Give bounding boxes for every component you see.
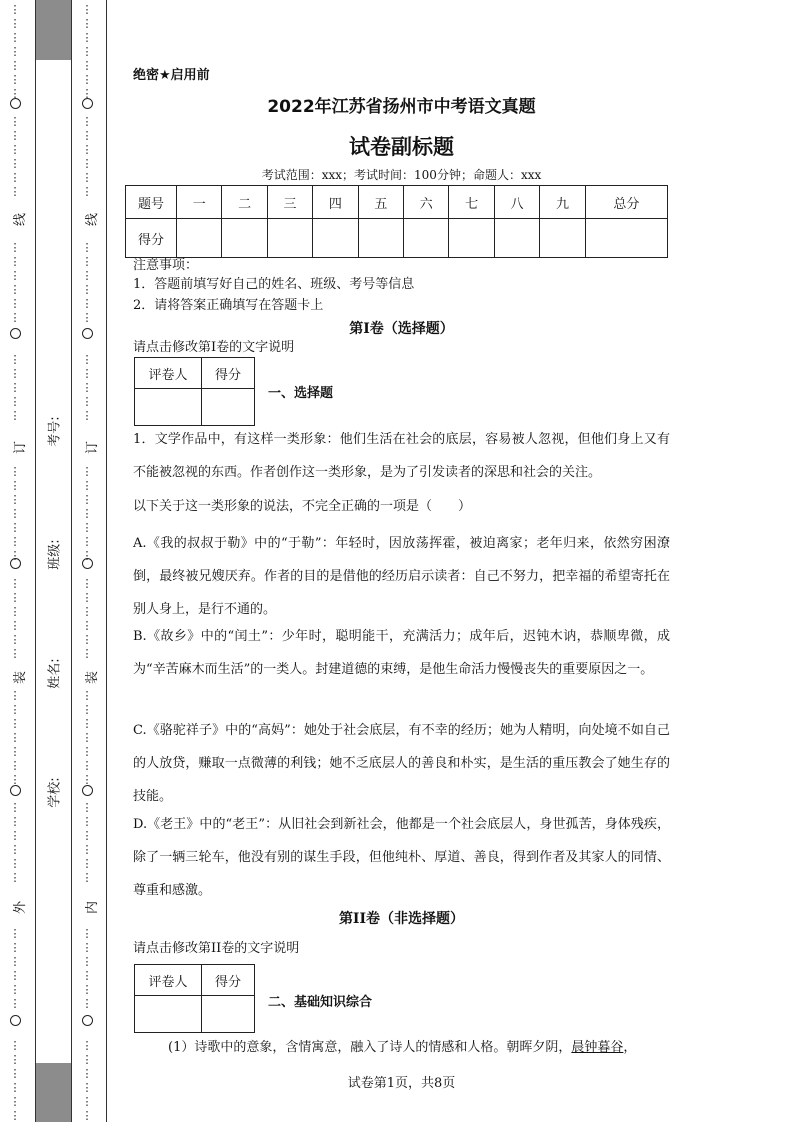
binding-dot: ⋮	[81, 115, 93, 128]
binding-dot: ⋮	[9, 59, 21, 72]
score-cell[interactable]	[177, 219, 222, 258]
binding-line	[106, 0, 107, 1122]
notes-heading: 注意事项：	[133, 258, 199, 273]
binding-dot: ⋮	[9, 521, 21, 534]
binding-dot: ⋮	[81, 1095, 93, 1108]
binding-dot: ⋮	[9, 311, 21, 324]
score-head-cell: 一	[177, 186, 222, 219]
binding-dot: ⋮	[81, 171, 93, 184]
binding-dot: ⋮	[9, 941, 21, 954]
binding-dot: ⋮	[81, 269, 93, 282]
binding-dot: ⋮	[81, 759, 93, 772]
binding-line	[35, 0, 36, 1122]
binding-dot: ⋮	[9, 129, 21, 142]
binding-dot: ⋮	[9, 479, 21, 492]
score-cell[interactable]	[449, 219, 494, 258]
binding-dot: ⋮	[81, 843, 93, 856]
part2-grader-table	[134, 964, 255, 1033]
option-d[interactable]: D.《老王》中的“老王”：从旧社会到新社会，他都是一个社会底层人，身世孤苦，身体残疾，除了一辆三轮车，他没有别的谋生手段，但他纯朴、厚道、善良，得到作者及其家人的同情、尊重和感激。	[133, 817, 670, 898]
page-subtitle: 试卷副标题	[349, 135, 454, 159]
binding-dot: ⋮	[81, 535, 93, 548]
binding-dot: ⋮	[81, 717, 93, 730]
binding-dot: ⋮	[81, 17, 93, 30]
score-head-cell: 二	[222, 186, 267, 219]
binding-dot: ⋮	[9, 619, 21, 632]
binding-dot: ⋮	[9, 577, 21, 590]
binding-dot: ⋮	[9, 633, 21, 646]
binding-ring	[10, 328, 21, 339]
q1-text-start: (1）诗歌中的意象，含情寓意，融入了诗人的情感和人格。朝晖夕阴，	[168, 1040, 572, 1055]
binding-dot: ⋮	[9, 549, 21, 562]
binding-ring	[82, 785, 93, 796]
binding-dot: ⋮	[81, 157, 93, 170]
binding-dot: ⋮	[81, 479, 93, 492]
binding-dot: ⋮	[9, 815, 21, 828]
part2-title: 第II卷（非选择题）	[338, 911, 465, 927]
page-footer: 试卷第1页，共8页	[347, 1076, 456, 1091]
binding-ring	[82, 98, 93, 109]
binding-dot: ⋮	[9, 353, 21, 366]
exam-info: 考试范围：xxx；考试时间：100分钟；命题人：xxx	[261, 168, 542, 182]
q1-underlined: 晨钟暮谷	[571, 1040, 624, 1055]
binding-dot: ⋮	[81, 549, 93, 562]
binding-dot: ⋮	[9, 409, 21, 422]
binding-dot: ⋮	[81, 969, 93, 982]
score-head-cell: 八	[494, 186, 539, 219]
binding-dot: ⋮	[81, 745, 93, 758]
section-choice-title: 一、选择题	[268, 386, 334, 401]
binding-dot: ⋮	[9, 1109, 21, 1122]
binding-dot: ⋮	[81, 465, 93, 478]
binding-dot: ⋮	[81, 619, 93, 632]
binding-dot: ⋮	[81, 409, 93, 422]
binding-dot: ⋮	[81, 703, 93, 716]
notes-item: 1．答题前填写好自己的姓名、班级、考号等信息	[133, 277, 415, 292]
binding-dot: ⋮	[81, 633, 93, 646]
score-head-cell: 题号	[126, 186, 177, 219]
outer-mark-ding: 订	[13, 440, 29, 455]
binding-dot: ⋮	[9, 31, 21, 44]
score-cell[interactable]	[540, 219, 585, 258]
score-cell[interactable]	[404, 219, 449, 258]
grader-score-label: 得分	[202, 358, 255, 389]
part1-desc[interactable]: 请点击修改第I卷的文字说明	[133, 340, 295, 355]
binding-dot: ⋮	[81, 941, 93, 954]
binding-dot: ⋮	[81, 731, 93, 744]
page-title: 2022年江苏省扬州市中考语文真题	[267, 97, 536, 117]
score-cell[interactable]	[267, 219, 312, 258]
binding-dot: ⋮	[81, 1053, 93, 1066]
binding-dot: ⋮	[81, 829, 93, 842]
binding-dot: ⋮	[9, 297, 21, 310]
binding-dot: ⋮	[9, 689, 21, 702]
section-basic-title: 二、基础知识综合	[268, 995, 373, 1010]
binding-dot: ⋮	[81, 255, 93, 268]
binding-dot: ⋮	[9, 745, 21, 758]
binding-dot: ⋮	[81, 1109, 93, 1122]
binding-dot: ⋮	[9, 17, 21, 30]
binding-dot: ⋮	[9, 185, 21, 198]
binding-dot: ⋮	[9, 773, 21, 786]
binding-dot: ⋮	[81, 3, 93, 16]
binding-dot: ⋮	[9, 1095, 21, 1108]
score-head-cell: 七	[449, 186, 494, 219]
score-cell[interactable]	[494, 219, 539, 258]
binding-dot: ⋮	[9, 143, 21, 156]
binding-dot: ⋮	[81, 241, 93, 254]
binding-dot: ⋮	[81, 927, 93, 940]
binding-dot: ⋮	[9, 535, 21, 548]
binding-dot: ⋮	[81, 955, 93, 968]
binding-dot: ⋮	[9, 843, 21, 856]
part2-desc[interactable]: 请点击修改第II卷的文字说明	[133, 941, 300, 956]
binding-dot: ⋮	[81, 857, 93, 870]
binding-dot: ⋮	[81, 983, 93, 996]
binding-dot: ⋮	[9, 997, 21, 1010]
binding-ring	[10, 1015, 21, 1026]
score-head-cell: 三	[267, 186, 312, 219]
binding-dot: ⋮	[9, 241, 21, 254]
binding-dot: ⋮	[9, 381, 21, 394]
score-table	[125, 185, 668, 258]
binding-dot: ⋮	[81, 493, 93, 506]
binding-dot: ⋮	[81, 871, 93, 884]
score-row-label: 得分	[126, 219, 177, 258]
binding-dot: ⋮	[9, 87, 21, 100]
part1-grader-table	[134, 357, 255, 426]
binding-dot: ⋮	[9, 969, 21, 982]
binding-ring	[82, 1015, 93, 1026]
binding-dot: ⋮	[9, 283, 21, 296]
binding-dot: ⋮	[81, 1067, 93, 1080]
option-c[interactable]: C.《骆驼祥子》中的“高妈”：她处于社会底层，有不幸的经历；她为人精明，向处境不如自己的人放贷，赚取一点微薄的利钱；她不乏底层人的善良和朴实，是生活的重压教会了她生存的技能。	[133, 723, 670, 804]
binding-dot: ⋮	[9, 759, 21, 772]
notes-item: 2．请将答案正确填写在答题卡上	[133, 298, 324, 313]
outer-mark-wai: 外	[13, 900, 29, 915]
binding-dot: ⋮	[81, 997, 93, 1010]
binding-dot: ⋮	[9, 395, 21, 408]
secret-label: 绝密★启用前	[133, 68, 210, 83]
score-cell[interactable]	[313, 219, 358, 258]
score-head-cell: 四	[313, 186, 358, 219]
binding-dot: ⋮	[81, 605, 93, 618]
inner-mark-xian: 线	[85, 212, 101, 227]
binding-dot: ⋮	[81, 689, 93, 702]
question-1-stem: 1．文学作品中，有这样一类形象：他们生活在社会的底层，容易被人忽视，但他们身上又有不能被忽视的东西。作者创作这一类形象，是为了引发读者的深思和社会的关注。	[133, 432, 670, 480]
binding-dot: ⋮	[81, 73, 93, 86]
binding-dot: ⋮	[9, 45, 21, 58]
binding-dot: ⋮	[9, 1067, 21, 1080]
part1-title: 第I卷（选择题）	[349, 321, 454, 337]
binding-dot: ⋮	[81, 129, 93, 142]
binding-dot: ⋮	[81, 395, 93, 408]
binding-dot: ⋮	[81, 507, 93, 520]
outer-mark-zhuang: 装	[13, 670, 29, 685]
binding-dot: ⋮	[81, 801, 93, 814]
binding-line	[71, 0, 72, 1122]
outer-mark-xian: 线	[13, 212, 29, 227]
binding-dot: ⋮	[9, 507, 21, 520]
grader-cell[interactable]	[135, 389, 202, 426]
binding-dot: ⋮	[9, 367, 21, 380]
binding-dot: ⋮	[81, 591, 93, 604]
score-cell[interactable]	[358, 219, 403, 258]
binding-dot: ⋮	[81, 353, 93, 366]
binding-dot: ⋮	[81, 31, 93, 44]
binding-dot: ⋮	[9, 703, 21, 716]
score-cell[interactable]	[585, 219, 667, 258]
binding-dot: ⋮	[9, 1081, 21, 1094]
binding-ring	[10, 98, 21, 109]
binding-dot: ⋮	[9, 731, 21, 744]
binding-dot: ⋮	[81, 45, 93, 58]
binding-dot: ⋮	[81, 283, 93, 296]
grader-cell[interactable]	[135, 996, 202, 1033]
binding-dot: ⋮	[9, 1053, 21, 1066]
binding-dot: ⋮	[9, 255, 21, 268]
grader-label: 评卷人	[135, 965, 202, 996]
grader-label: 评卷人	[135, 358, 202, 389]
binding-dot: ⋮	[81, 59, 93, 72]
binding-dot: ⋮	[81, 185, 93, 198]
binding-ring	[10, 785, 21, 796]
score-cell[interactable]	[222, 219, 267, 258]
binding-dot: ⋮	[9, 829, 21, 842]
field-school[interactable]: 学校:	[47, 777, 63, 808]
binding-dot: ⋮	[9, 871, 21, 884]
binding-dot: ⋮	[81, 577, 93, 590]
question-1-ask: 以下关于这一类形象的说法，不完全正确的一项是（ ）	[133, 499, 472, 514]
score-head-cell: 九	[540, 186, 585, 219]
field-exam-number[interactable]: 考号:	[47, 416, 63, 447]
grader-cell[interactable]	[202, 389, 255, 426]
inner-mark-ding: 订	[85, 440, 101, 455]
binding-dot: ⋮	[9, 647, 21, 660]
binding-dot: ⋮	[81, 311, 93, 324]
binding-dot: ⋮	[81, 1039, 93, 1052]
binding-dot: ⋮	[9, 3, 21, 16]
binding-dot: ⋮	[9, 171, 21, 184]
option-a[interactable]: A.《我的叔叔于勒》中的“于勒”：年轻时，因放荡挥霍，被迫离家；老年归来，依然穷困潦倒，最终被兄嫂厌弃。作者的目的是借他的经历启示读者：自己不努力，把幸福的希望寄托在别人身上，是行不通的。	[133, 536, 670, 617]
binding-gray-top	[35, 0, 71, 60]
binding-dot: ⋮	[9, 955, 21, 968]
binding-dot: ⋮	[9, 1039, 21, 1052]
field-name[interactable]: 姓名:	[47, 658, 63, 689]
binding-dot: ⋮	[81, 297, 93, 310]
grader-cell[interactable]	[202, 996, 255, 1033]
binding-dot: ⋮	[9, 157, 21, 170]
binding-dot: ⋮	[81, 1081, 93, 1094]
binding-dot: ⋮	[9, 493, 21, 506]
binding-ring	[82, 328, 93, 339]
binding-dot: ⋮	[81, 143, 93, 156]
binding-dot: ⋮	[9, 465, 21, 478]
binding-dot: ⋮	[81, 87, 93, 100]
binding-dot: ⋮	[9, 73, 21, 86]
binding-dot: ⋮	[9, 857, 21, 870]
q1-text-end: ，	[623, 1040, 637, 1055]
grader-score-label: 得分	[202, 965, 255, 996]
inner-mark-zhuang: 装	[85, 670, 101, 685]
binding-margin	[0, 0, 108, 1122]
score-head-cell: 五	[358, 186, 403, 219]
binding-dot: ⋮	[81, 647, 93, 660]
binding-ring	[82, 558, 93, 569]
binding-dot: ⋮	[9, 591, 21, 604]
binding-dot: ⋮	[81, 521, 93, 534]
binding-dot: ⋮	[81, 381, 93, 394]
binding-dot: ⋮	[9, 269, 21, 282]
binding-dot: ⋮	[9, 717, 21, 730]
binding-dot: ⋮	[81, 367, 93, 380]
binding-dot: ⋮	[9, 605, 21, 618]
score-head-cell: 总分	[585, 186, 667, 219]
score-head-cell: 六	[404, 186, 449, 219]
binding-dot: ⋮	[9, 927, 21, 940]
inner-mark-nei: 内	[85, 900, 101, 915]
option-b[interactable]: B.《故乡》中的“闰土”：少年时，聪明能干，充满活力；成年后，迟钝木讷，恭顺卑微，成为“辛苦麻木而生活”的一类人。封建道德的束缚，是他生命活力慢慢丧失的重要原因之一。	[133, 629, 670, 677]
part2-question-1	[168, 1036, 636, 1055]
binding-dot: ⋮	[9, 983, 21, 996]
binding-gray-bottom	[35, 1063, 71, 1122]
field-class[interactable]: 班级:	[47, 539, 63, 570]
binding-dot: ⋮	[81, 815, 93, 828]
binding-dot: ⋮	[9, 115, 21, 128]
binding-dot: ⋮	[9, 801, 21, 814]
binding-dot: ⋮	[81, 773, 93, 786]
binding-ring	[10, 558, 21, 569]
